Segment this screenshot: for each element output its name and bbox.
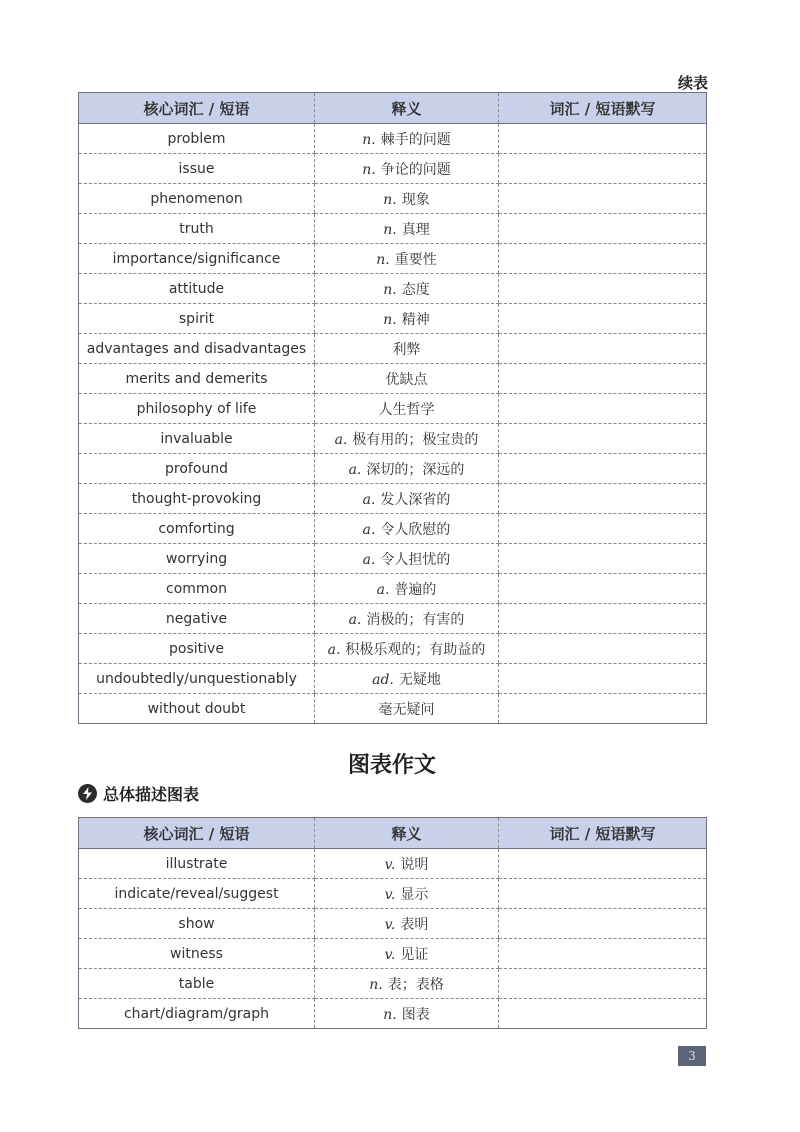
part-of-speech: v. xyxy=(384,886,396,903)
dictation-blank[interactable] xyxy=(499,454,707,484)
vocab-meaning xyxy=(315,664,499,694)
part-of-speech: n. xyxy=(383,191,397,208)
meaning-text: 图表 xyxy=(401,1006,430,1023)
dictation-blank[interactable] xyxy=(499,694,707,724)
vocab-meaning xyxy=(315,939,499,969)
meaning-text: 深切的；深远的 xyxy=(366,461,465,478)
table-row xyxy=(79,454,707,484)
vocab-meaning xyxy=(315,244,499,274)
vocab-word: thought-provoking xyxy=(79,484,315,514)
dictation-blank[interactable] xyxy=(499,544,707,574)
lightning-icon xyxy=(78,784,97,803)
table-row xyxy=(79,999,707,1029)
vocab-meaning xyxy=(315,124,499,154)
table-row xyxy=(79,214,707,244)
vocab-meaning xyxy=(315,484,499,514)
dictation-blank[interactable] xyxy=(499,154,707,184)
vocab-word: indicate/reveal/suggest xyxy=(79,879,315,909)
header-meaning: 释义 xyxy=(315,93,499,124)
dictation-blank[interactable] xyxy=(499,634,707,664)
table-row xyxy=(79,514,707,544)
meaning-text: 发人深省的 xyxy=(380,491,451,508)
vocab-word: philosophy of life xyxy=(79,394,315,424)
table-row xyxy=(79,909,707,939)
part-of-speech: n. xyxy=(383,1006,397,1023)
meaning-text: 见证 xyxy=(400,946,429,963)
vocab-word: undoubtedly/unquestionably xyxy=(79,664,315,694)
vocab-meaning xyxy=(315,424,499,454)
vocab-word: advantages and disadvantages xyxy=(79,334,315,364)
section-title: 图表作文 xyxy=(347,753,436,778)
part-of-speech: n. xyxy=(362,131,376,148)
table-row xyxy=(79,364,707,394)
part-of-speech: a. xyxy=(327,641,341,658)
vocab-word: witness xyxy=(79,939,315,969)
table-row xyxy=(79,849,707,879)
part-of-speech: n. xyxy=(383,311,397,328)
meaning-text: 利弊 xyxy=(392,341,421,358)
table-row xyxy=(79,574,707,604)
vocab-word: truth xyxy=(79,214,315,244)
vocab-meaning xyxy=(315,574,499,604)
meaning-text: 极有用的；极宝贵的 xyxy=(352,431,479,448)
part-of-speech: n. xyxy=(376,251,390,268)
vocab-word: issue xyxy=(79,154,315,184)
vocab-word: phenomenon xyxy=(79,184,315,214)
part-of-speech: n. xyxy=(383,281,397,298)
table-row xyxy=(79,544,707,574)
dictation-blank[interactable] xyxy=(499,999,707,1029)
table-row xyxy=(79,394,707,424)
dictation-blank[interactable] xyxy=(499,334,707,364)
vocab-word: comforting xyxy=(79,514,315,544)
table-row xyxy=(79,969,707,999)
table-row xyxy=(79,154,707,184)
vocab-meaning xyxy=(315,969,499,999)
vocab-meaning xyxy=(315,544,499,574)
vocab-meaning xyxy=(315,604,499,634)
part-of-speech: a. xyxy=(348,461,362,478)
dictation-blank[interactable] xyxy=(499,939,707,969)
dictation-blank[interactable] xyxy=(499,274,707,304)
part-of-speech: a. xyxy=(334,431,348,448)
part-of-speech: v. xyxy=(384,946,396,963)
dictation-blank[interactable] xyxy=(499,364,707,394)
vocab-word: chart/diagram/graph xyxy=(123,1005,270,1022)
meaning-text: 棘手的问题 xyxy=(380,131,451,148)
table-row xyxy=(79,604,707,634)
part-of-speech: a. xyxy=(362,521,376,538)
meaning-text: 争论的问题 xyxy=(380,161,451,178)
meaning-text: 现象 xyxy=(401,191,430,208)
continued-label: 续表 xyxy=(677,74,708,92)
part-of-speech: v. xyxy=(384,916,396,933)
table-row xyxy=(79,124,707,154)
table-row xyxy=(79,664,707,694)
dictation-blank[interactable] xyxy=(499,664,707,694)
dictation-blank[interactable] xyxy=(499,394,707,424)
vocab-meaning xyxy=(315,394,499,424)
vocab-word: importance/significance xyxy=(79,244,315,274)
table-row xyxy=(79,484,707,514)
meaning-text: 真理 xyxy=(401,221,430,238)
vocab-meaning xyxy=(315,909,499,939)
meaning-text: 显示 xyxy=(400,886,429,903)
header-core-vocab: 核心词汇 / 短语 xyxy=(79,93,315,124)
dictation-blank[interactable] xyxy=(499,304,707,334)
vocab-word: table xyxy=(79,969,315,999)
meaning-text: 人生哲学 xyxy=(378,401,435,418)
dictation-blank[interactable] xyxy=(499,849,707,879)
vocab-word: without doubt xyxy=(147,700,246,717)
meaning-text: 令人欣慰的 xyxy=(380,521,451,538)
meaning-text: 普遍的 xyxy=(394,581,437,598)
part-of-speech: v. xyxy=(384,856,396,873)
meaning-text: 精神 xyxy=(401,311,430,328)
table-row xyxy=(79,939,707,969)
dictation-blank[interactable] xyxy=(499,484,707,514)
vocab-meaning xyxy=(315,154,499,184)
subsection-label: 总体描述图表 xyxy=(103,785,200,804)
part-of-speech: a. xyxy=(362,551,376,568)
vocab-meaning xyxy=(315,634,499,664)
vocab-word: merits and demerits xyxy=(79,364,315,394)
part-of-speech: n. xyxy=(383,221,397,238)
table-row xyxy=(79,424,707,454)
dictation-blank[interactable] xyxy=(499,879,707,909)
vocab-meaning xyxy=(315,454,499,484)
meaning-text: 态度 xyxy=(401,281,430,298)
vocab-word: show xyxy=(79,909,315,939)
vocab-word: illustrate xyxy=(79,849,315,879)
header-meaning: 释义 xyxy=(315,818,499,849)
part-of-speech: n. xyxy=(369,976,383,993)
header-dictation: 词汇 / 短语默写 xyxy=(499,818,707,849)
table-row xyxy=(79,274,707,304)
dictation-blank[interactable] xyxy=(499,574,707,604)
part-of-speech: ad. xyxy=(372,671,394,688)
vocab-word: spirit xyxy=(79,304,315,334)
table-row xyxy=(79,694,707,724)
table-row xyxy=(79,304,707,334)
dictation-blank[interactable] xyxy=(499,124,707,154)
table-row xyxy=(79,184,707,214)
vocab-meaning xyxy=(315,849,499,879)
table-row xyxy=(79,634,707,664)
page-number-badge: 3 xyxy=(678,1046,706,1066)
vocab-meaning xyxy=(315,514,499,544)
vocab-meaning xyxy=(315,364,499,394)
vocab-word: profound xyxy=(79,454,315,484)
vocab-meaning xyxy=(315,694,499,724)
subsection-title xyxy=(78,782,199,805)
vocab-meaning xyxy=(315,214,499,244)
part-of-speech: a. xyxy=(362,491,376,508)
dictation-blank[interactable] xyxy=(499,514,707,544)
dictation-blank[interactable] xyxy=(499,244,707,274)
part-of-speech: a. xyxy=(348,611,362,628)
header-core-vocab: 核心词汇 / 短语 xyxy=(79,818,315,849)
dictation-blank[interactable] xyxy=(499,604,707,634)
vocab-word: invaluable xyxy=(79,424,315,454)
part-of-speech: a. xyxy=(376,581,390,598)
vocab-word: problem xyxy=(79,124,315,154)
vocab-meaning xyxy=(315,274,499,304)
dictation-blank[interactable] xyxy=(499,424,707,454)
meaning-text: 重要性 xyxy=(394,251,437,268)
vocab-word: attitude xyxy=(79,274,315,304)
meaning-text: 积极乐观的；有助益的 xyxy=(345,641,486,658)
meaning-text: 表明 xyxy=(400,916,429,933)
dictation-blank[interactable] xyxy=(499,909,707,939)
vocabulary-table-1 xyxy=(78,92,707,724)
meaning-text: 毫无疑问 xyxy=(378,701,435,718)
vocabulary-table-2 xyxy=(78,817,707,1029)
meaning-text: 优缺点 xyxy=(385,371,428,388)
meaning-text: 令人担忧的 xyxy=(380,551,451,568)
header-dictation: 词汇 / 短语默写 xyxy=(499,93,707,124)
table-header-row xyxy=(79,93,707,124)
table-row xyxy=(79,334,707,364)
part-of-speech: n. xyxy=(362,161,376,178)
table-row xyxy=(79,879,707,909)
meaning-text: 表；表格 xyxy=(387,976,444,993)
vocab-word: positive xyxy=(79,634,315,664)
vocab-meaning xyxy=(315,184,499,214)
vocab-meaning xyxy=(315,879,499,909)
vocab-word: negative xyxy=(79,604,315,634)
vocab-meaning xyxy=(315,334,499,364)
dictation-blank[interactable] xyxy=(499,969,707,999)
meaning-text: 无疑地 xyxy=(398,671,441,688)
dictation-blank[interactable] xyxy=(499,214,707,244)
meaning-text: 消极的；有害的 xyxy=(366,611,465,628)
dictation-blank[interactable] xyxy=(499,184,707,214)
vocab-word: worrying xyxy=(79,544,315,574)
vocab-word: common xyxy=(79,574,315,604)
vocab-meaning xyxy=(315,999,499,1029)
vocab-meaning xyxy=(315,304,499,334)
table-row xyxy=(79,244,707,274)
meaning-text: 说明 xyxy=(400,856,429,873)
table-header-row xyxy=(79,818,707,849)
